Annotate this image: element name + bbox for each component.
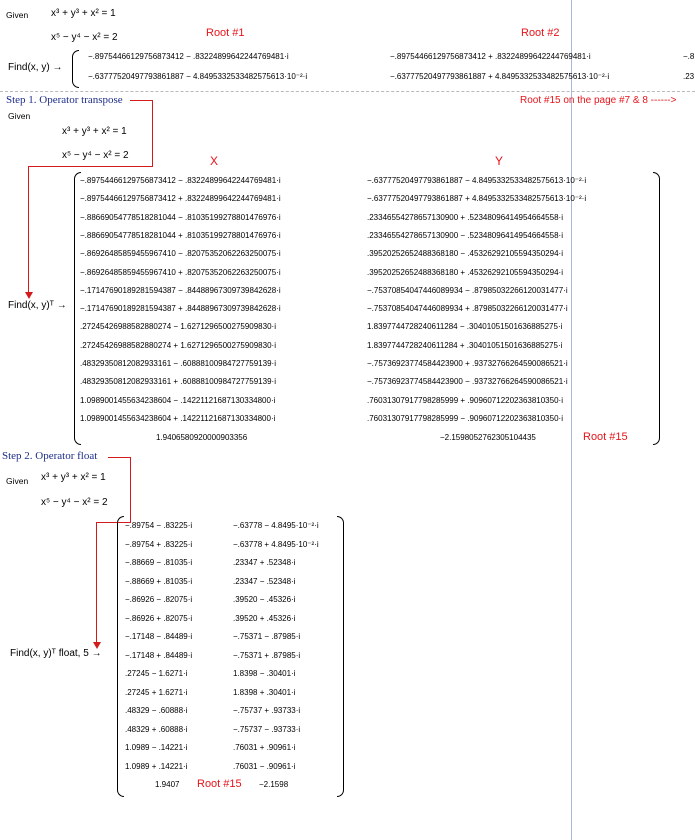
matrix-1-x-cell: 1.0989001455634238604 − .14221121687130334800·i [80,395,276,405]
matrix-2-x-cell: .27245 − 1.6271·i [125,669,188,678]
step-2-connector-right [130,457,131,522]
matrix-1-y-cell: −.75370854047446089934 + .87985032266120031477·i [367,304,568,314]
matrix-2-y-cell: .39520 + .45326·i [233,613,296,623]
matrix-1-x-cell: −.86926485859455967410 + .82075352062263250075·i [80,267,281,277]
matrix-1-x-cell: .27245426988582880274 − 1.6271296500275909830·i [80,322,276,332]
matrix-2-y-cell: .76031 − .90961·i [233,761,296,771]
page-boundary-line [571,0,572,840]
matrix-1-y-cell: .39520252652488368180 + .45326292105594350294·i [367,267,563,277]
matrix-2-x-cell: −.17148 + .84489·i [125,650,193,660]
matrix-1-y-cell: −.75736923774584423900 + .93732766264590086521·i [367,359,568,368]
equation-2[interactable]: x⁵ − y⁴ − x² = 2 [51,32,118,43]
matrix-2-x-cell: −.88669 + .81035·i [125,576,193,586]
matrix-1-y-cell: .39520252652488368180 − .45326292105594350294·i [367,249,563,259]
step-1-arrow-head [25,292,33,299]
matrix-1-y-cell: −.75736923774584423900 − .93732766264590086521·i [367,377,568,387]
matrix-2-y-cell: −.63778 − 4.8495·10⁻²·i [233,521,319,530]
matrix-1-right-bracket [653,172,660,445]
matrix-1-y-cell: −.63777520497793861887 − 4.8495332533482575613·10⁻²·i [367,176,587,185]
matrix-2-x-cell: −.89754 + .83225·i [125,539,193,549]
matrix-1-x-cell: .27245426988582880274 + 1.6271296500275909830·i [80,340,276,350]
matrix-1-x-cell: −.88669054778518281044 − .81035199278801476976·i [80,212,281,222]
matrix-1-y-cell: .76031307917798285999 − .90960712202363810350·i [367,413,563,423]
matrix-2-x-cell: −.88669 − .81035·i [125,558,193,567]
matrix-1-last-y: −2.1598052762305104435 [440,433,536,442]
matrix-2-y-cell: −.75737 − .93733·i [233,724,301,734]
matrix-1-x-cell: −.89754466129756873412 + .83224899642244769481·i [80,194,281,204]
matrix-1-x-cell: .48329350812082933161 − .60888100984727759139·i [80,359,276,368]
top-row-1-col-3: −.8 [683,52,695,61]
matrix-2-x-cell: −.89754 − .83225·i [125,521,193,530]
matrix-1-x-cell: −.88669054778518281044 + .81035199278801476976·i [80,230,281,240]
root-2-label: Root #2 [521,27,560,39]
matrix-2-x-cell: .27245 + 1.6271·i [125,687,188,697]
find-transpose-expression[interactable]: Find(x, y)ᵀ → [8,300,67,311]
step-2-arrow-shaft [96,522,97,644]
root-15-label: Root #15 [583,431,628,443]
step-1-connector-top [130,100,152,101]
matrix-2-y-cell: .23347 − .52348·i [233,576,296,586]
matrix-1-x-cell: −.17147690189281594387 − .84488967309739842628·i [80,285,281,295]
top-row-1-col-1: −.89754466129756873412 − .83224899642244769481·i [88,52,289,61]
result-left-paren [72,50,79,88]
top-row-2-col-1: −.63777520497793861887 − 4.8495332533482575613·10⁻²·i [88,72,308,81]
top-row-2-col-2: −.63777520497793861887 + 4.8495332533482575613·10⁻²·i [390,72,610,81]
matrix-2-y-cell: .23347 + .52348·i [233,558,296,567]
step-2-connector-top [108,457,130,458]
matrix-1-y-cell: −.63777520497793861887 + 4.8495332533482575613·10⁻²·i [367,194,587,204]
step-1-connector-right [152,100,153,166]
matrix-1-y-cell: −.75370854047446089934 − .87985032266120031477·i [367,285,568,295]
matrix-2-x-cell: .48329 − .60888·i [125,706,188,715]
matrix-2-y-cell: .39520 − .45326·i [233,595,296,604]
matrix-1-x-cell: .48329350812082933161 + .60888100984727759139·i [80,377,276,387]
matrix-2-left-bracket [117,516,124,797]
matrix-2-y-cell: −.75371 − .87985·i [233,632,301,641]
matrix-1-x-cell: 1.0989001455634238604 + .14221121687130334800·i [80,413,276,423]
step-1-equation-1[interactable]: x³ + y³ + x² = 1 [62,126,127,137]
equation-1[interactable]: x³ + y³ + x² = 1 [51,8,116,19]
given-keyword: Given [8,111,31,121]
matrix-2-y-cell: −.75371 + .87985·i [233,650,301,660]
matrix-2-right-bracket [337,516,344,797]
matrix-2-x-cell: 1.0989 + .14221·i [125,761,188,771]
column-x-header: X [210,154,219,168]
matrix-2-x-cell: 1.0989 − .14221·i [125,743,188,752]
column-y-header: Y [495,154,504,168]
top-row-2-col-3: .23 [683,72,695,81]
root-1-label: Root #1 [206,27,245,39]
find-expression[interactable]: Find(x, y) → [8,62,63,73]
step-2-equation-2[interactable]: x⁵ − y⁴ − x² = 2 [41,497,108,508]
matrix-1-y-cell: .23346554278657130900 + .52348096414954664558·i [367,212,563,222]
find-float-expression[interactable]: Find(x, y)ᵀ float, 5 → [10,648,102,659]
matrix-1-x-cell: −.86926485859455967410 − .82075352062263250075·i [80,249,281,259]
step-1-title: Step 1. Operator transpose [6,94,123,106]
step-1-arrow-shaft [28,166,29,294]
matrix-2-x-cell: −.86926 + .82075·i [125,613,193,623]
given-keyword: Given [6,10,29,20]
matrix-2-y-cell: −.75737 + .93733·i [233,706,301,715]
matrix-1-y-cell: .76031307917798285999 + .90960712202363810350·i [367,395,563,405]
matrix-1-y-cell: 1.8397744728240611284 + .30401051501636885275·i [367,340,563,350]
matrix-1-last-x: 1.9406580920000903356 [156,433,248,442]
matrix-1-x-cell: −.89754466129756873412 − .83224899642244769481·i [80,176,281,185]
step-2-equation-1[interactable]: x³ + y³ + x² = 1 [41,472,106,483]
matrix-1-y-cell: 1.8397744728240611284 − .30401051501636885275·i [367,322,563,332]
matrix-2-y-cell: 1.8398 − .30401·i [233,669,296,678]
page-break-line [0,91,695,92]
matrix-2-x-cell: −.17148 − .84489·i [125,632,193,641]
matrix-2-last-x: 1.9407 [155,780,180,789]
step-2-title: Step 2. Operator float [2,450,98,462]
matrix-1-x-cell: −.17147690189281594387 + .84488967309739842628·i [80,304,281,314]
given-keyword: Given [6,476,29,486]
matrix-1-y-cell: .23346554278657130900 − .52348096414954664558·i [367,230,563,240]
matrix-2-y-cell: 1.8398 + .30401·i [233,687,296,697]
root-15-label: Root #15 [197,778,242,790]
step-1-connector-bottom [28,166,153,167]
matrix-2-x-cell: .48329 + .60888·i [125,724,188,734]
root-15-page-note: Root #15 on the page #7 & 8 ------> [520,95,677,106]
matrix-2-last-y: −2.1598 [259,780,289,789]
top-row-1-col-2: −.89754466129756873412 + .83224899642244769481·i [390,52,591,61]
matrix-2-y-cell: .76031 + .90961·i [233,743,296,752]
step-1-equation-2[interactable]: x⁵ − y⁴ − x² = 2 [62,150,129,161]
matrix-2-y-cell: −.63778 + 4.8495·10⁻²·i [233,539,319,549]
matrix-2-x-cell: −.86926 − .82075·i [125,595,193,604]
